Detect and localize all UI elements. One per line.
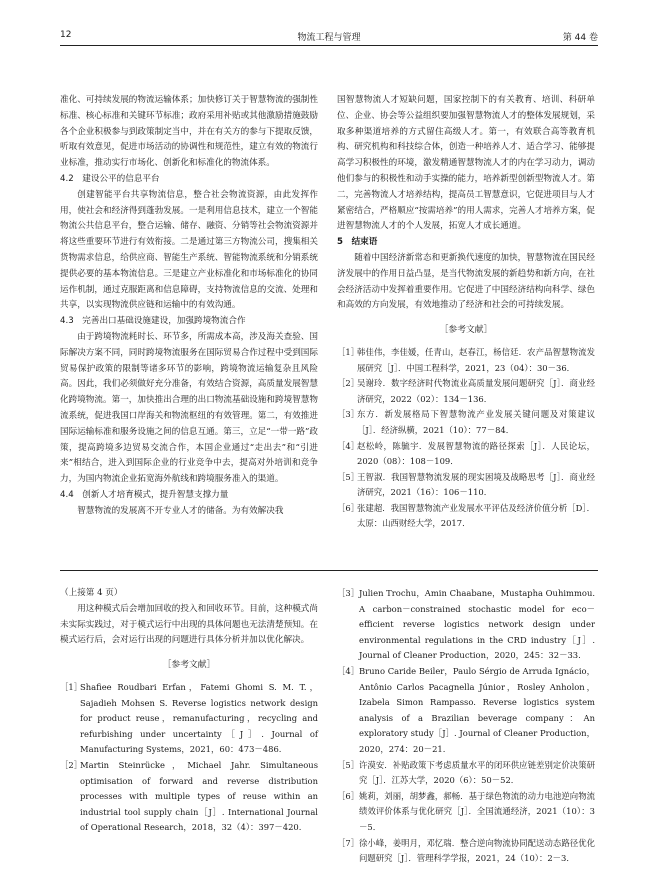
reference-item [337, 664, 595, 758]
reference-text: 许漠安．补贴政策下考虑质量水平的闭环供应链差别定价决策研究［J］．江苏大学，2020（6）：50－52． [359, 759, 595, 786]
reference-number: ［7］ [337, 837, 360, 848]
reference-text: 吴谢玲．数字经济时代物流业高质量发展问题研究［J］．商业经济研究，2022（02）：134－136． [357, 378, 595, 404]
body-paragraph: 智慧物流的发展离不开专业人才的储备。为有效解决我 [77, 505, 284, 516]
journal-name: 物流工程与管理 [297, 33, 361, 43]
article-divider [60, 570, 598, 571]
reference-item [337, 376, 595, 407]
running-header [60, 28, 598, 46]
reference-text: 赵松岭，陈毓宇．发展智慧物流的路径探索［J］．人民论坛，2020（08）：108－109． [357, 440, 595, 467]
page-number: 12 [60, 30, 72, 40]
reference-text: Martin Steinrücke，Michael Jahr. Simultaneous optimisation of forward and reverse distribution processes with multiple types of reuse within an industrial tool supply chain［J］. International Journal of Operational Research，2018，32（4）：397－420. [80, 759, 318, 833]
reference-number: ［1］ [60, 681, 83, 692]
body-paragraph: 创建智能平台共享物流信息，整合社会物流资源，由此发挥作用，使社会和经济得到蓬勃发展。一是利用信息技术，建立一个智能物流公共信息平台，整合运输、储存、融资、分销等社会物流资源并将这些重要环节进行有效衔接。二是通过第三方物流公司，搜集相关货物需求信息，给供应商、智能生产系统、智能物流系统和分销系统提供必要的基本物流信息。三是建立产业标准化和市场标准化的协同运作机制，通过克服距离和信息障碍，支持物流信息的交流、处理和共享，以实现物流供应链和运输中的有效沟通。 [60, 189, 318, 311]
reference-item [60, 680, 318, 758]
reference-number: ［1］ [337, 346, 360, 357]
reference-number: ［6］ [337, 502, 360, 513]
reference-list [337, 586, 595, 867]
references-heading: ［参考文献］ [439, 325, 493, 336]
reference-item [337, 345, 595, 376]
reference-list [337, 345, 595, 532]
body-paragraph: 国智慧物流人才短缺问题，国家控制下的有关教育、培训、科研单位、企业、协会等公益组织要加强智慧物流人才的整体发展规划，采取多种渠道培养的方式留住高级人才。第一，有效联合高等教育机构、研究机构和科技综合体，创造一种培养人才、适合学习、能够提高学习积极性的环境，激发精通智慧物流人才的内在学习动力，调动他们参与的积极性和动手实操的能力，培养新型创新型物流人才。第二，完善物流人才培养结构，提高员工智慧意识，它促进项目与人才紧密结合，严格顺应“按需培养”的用人需求，完善人才培养方案，促进智慧物流人才的个人发展，拓宽人才成长通道。 [337, 95, 596, 232]
continued-column-right [337, 586, 595, 867]
reference-text: 姚莉，刘丽，胡梦鑫，郝畅．基于绿色物流的动力电池逆向物流绩效评价体系与优化研究［J］．全国流通经济，2021（10）：3－5． [359, 790, 595, 832]
reference-number: ［3］ [337, 588, 360, 598]
reference-number: ［5］ [337, 759, 360, 770]
continued-label: （上接第 4 页） [60, 588, 123, 598]
section-heading-4-4: 4.4 创新人才培育模式，提升智慧支撑力量 [60, 489, 229, 500]
reference-item [337, 836, 595, 867]
body-paragraph: 用这种模式后会增加回收的投入和回收环节。目前，这种模式尚未实际实践过，对于模式运行中出现的具体问题也无法清楚预知。在模式运行后，会对运行出现的问题进行具体分析并加以优化解决。 [60, 603, 318, 646]
reference-text: Bruno Caride Beiler，Paulo Sérgio de Arruda Ignácio，Antônio Carlos Pacagnella Júnior，Rosley Anholon，Izabela Simon Rampasso. Reverse logistics system analysis of a Brazilian beverage company：An exploratory study［J］. Journal of Cleaner Production，2020，274：20－21. [359, 665, 595, 754]
reference-item [337, 470, 595, 501]
continued-column-left [60, 586, 318, 836]
reference-item [60, 758, 318, 836]
reference-item [337, 586, 595, 664]
reference-text: 张建超．我国智慧物流产业发展水平评估及经济价值分析［D］．太原：山西财经大学，2017． [357, 502, 595, 529]
references-heading: ［参考文献］ [162, 660, 216, 671]
section-heading-4-2: 4.2 建设公平的信息平台 [60, 173, 160, 184]
reference-item [337, 758, 595, 789]
reference-number: ［2］ [60, 759, 83, 770]
reference-text: 王智淑．我国智慧物流发展的现实困境及战略思考［J］．商业经济研究，2021（16）：106－110． [357, 471, 595, 498]
reference-item [337, 407, 595, 438]
reference-number: ［3］ [337, 409, 360, 420]
body-paragraph: 由于跨境物流耗时长、环节多，所需成本高，涉及海关查验、国际解决方案不同，同时跨境物流服务在国际贸易合作过程中受到国际贸易保护政策的限制等诸多环节的影响，跨境物流运输复杂且风险高。因此，我们必须做好充分准备，有效结合资源，高质量发展智慧化跨境物流。第一，加快推出合理的出口物流基础设施和跨境智慧物流系统，促进我国口岸海关和物流枢纽的有效管理。第二，有效推进国际运输标准和服务设施之间的信息互通。第三，立足“一带一路”政策，提高跨境多边贸易交流合作，本国企业通过“走出去”和“引进来”相结合，进入到国际企业的行业竞争中去，提高对外培训和竞争力，为国内物流企业拓宽海外航线和跨境服务准入的渠道。 [60, 331, 319, 485]
reference-item [337, 501, 595, 532]
reference-number: ［2］ [337, 378, 360, 389]
article-column-right [337, 93, 595, 532]
reference-number: ［5］ [337, 471, 360, 482]
reference-text: 东方．新发展格局下智慧物流产业发展关键问题及对策建议［J］．经济纵横，2021（10）：77－84． [357, 409, 595, 435]
reference-text: Shafiee Roudbari Erfan，Fatemi Ghomi S. M. T.，Sajadieh Mohsen S. Reverse logistics network design for product reuse，remanufacturing，recycling and refurbishing under uncertainty［J］. Journal of Manufacturing Systems，2021，60：473－486. [80, 681, 318, 755]
reference-text: 韩佳伟，李佳媛，任青山，赵春江，杨信廷．农产品智慧物流发展研究［J］．中国工程科学，2021，23（04）：30－36． [357, 346, 595, 373]
reference-number: ［4］ [337, 440, 360, 451]
header-rule [60, 45, 598, 46]
volume-label: 第 44 卷 [562, 33, 598, 43]
body-paragraph: 随着中国经济新常态和更新换代速度的加快，智慧物流在国民经济发展中的作用日益凸显，是当代物流发展的新趋势和新方向，在社会经济活动中发挥着重要作用。它促进了中国经济结构向科学、绿色和高效的方向发展，有效地推动了经济和社会的可持续发展。 [337, 252, 595, 311]
reference-item [337, 789, 595, 836]
reference-list [60, 680, 318, 836]
reference-item [337, 439, 595, 470]
reference-number: ［6］ [337, 790, 360, 801]
reference-number: ［4］ [337, 665, 360, 676]
section-heading-5: 5 结束语 [337, 237, 378, 248]
article-column-left [60, 93, 318, 520]
body-paragraph: 准化、可持续发展的物流运输体系；加快修订关于智慧物流的强制性标准、核心标准和关键环节标准；政府采用补贴或其他激励措施鼓励各个企业积极参与到政策制定当中，并在有关方的参与下提取反馈，听取有效意见，促进市场活动的协调性和规范性，建立有效的物流行业标准，推动实行市场化、创新化和标准化的物流体系。 [60, 95, 318, 169]
section-heading-4-3: 4.3 完善出口基础设施建设，加强跨境物流合作 [60, 316, 246, 327]
reference-text: Julien Trochu，Amin Chaabane，Mustapha Ouhimmou. A carbon－constrained stochastic model for eco－efficient reverse logistics network design under environmental regulations in the CRD industry［J］. Journal of Cleaner Production，2020，245：32－33. [359, 588, 595, 661]
reference-text: 徐小峰，姜明月，邓忆瑞．整合逆向物流协同配送动态路径优化问题研究［J］．管理科学学报，2021，24（10）：2－3． [359, 837, 595, 864]
